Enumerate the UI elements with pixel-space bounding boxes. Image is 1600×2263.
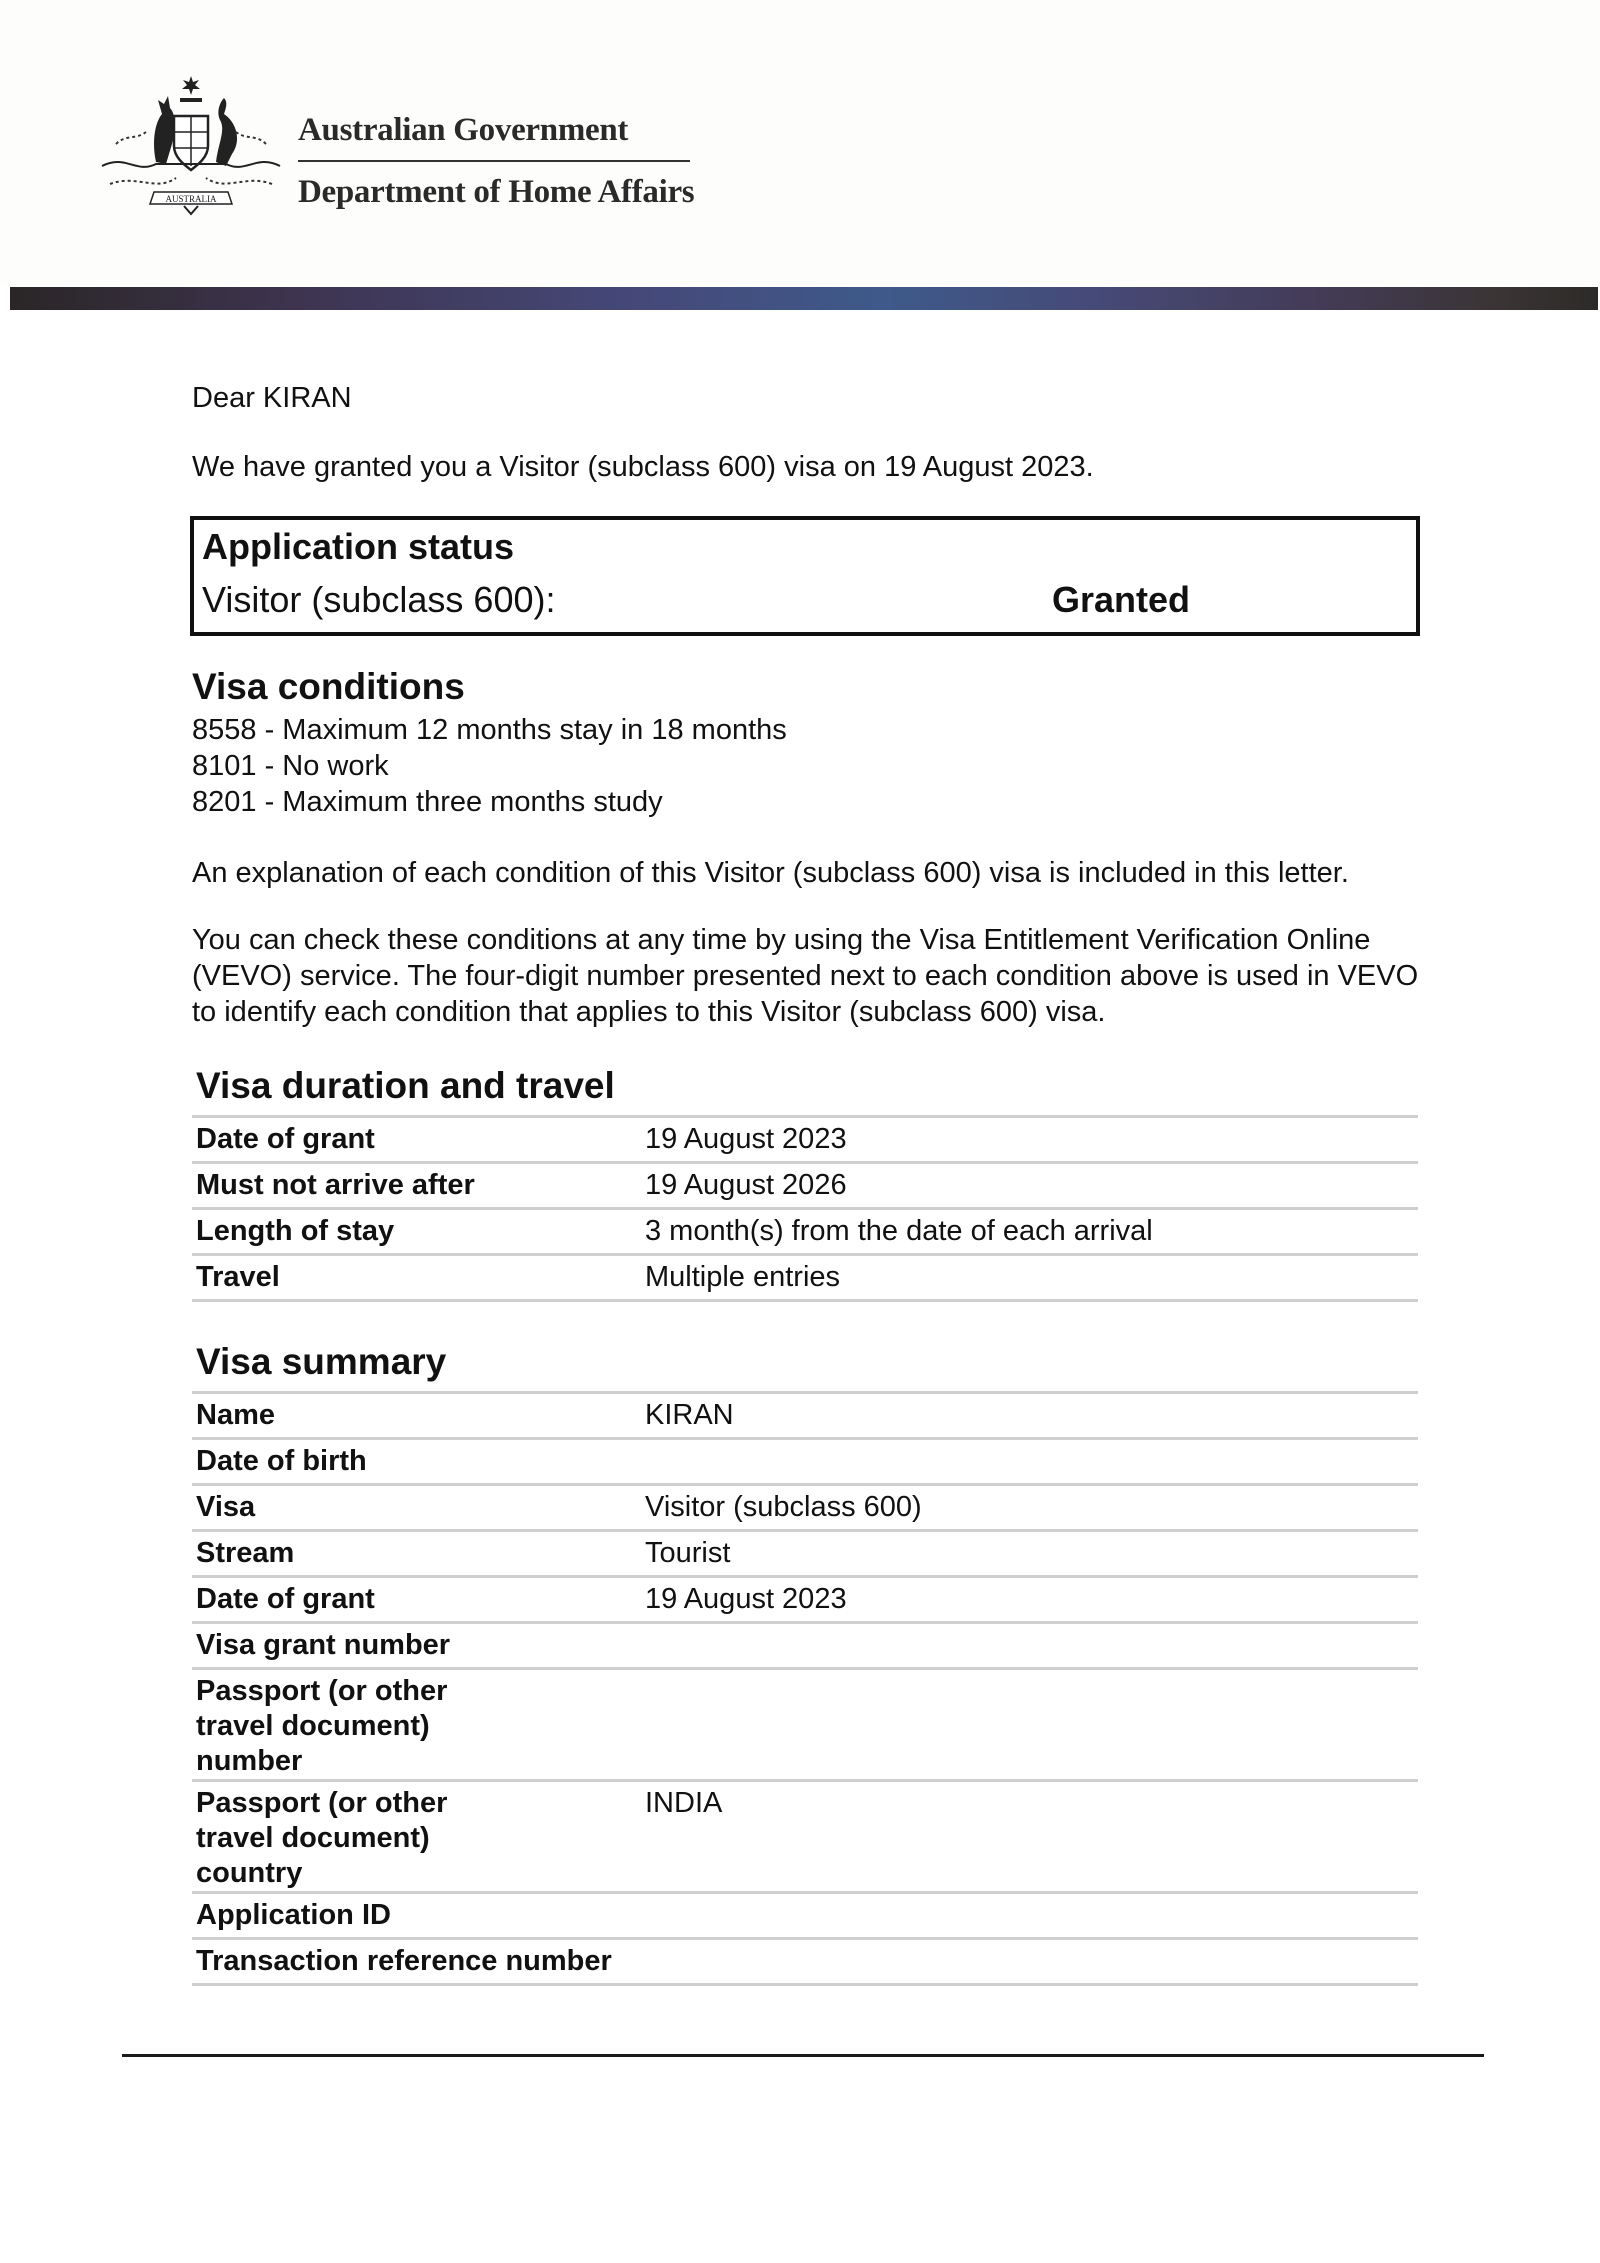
visa-status-label: Visitor (subclass 600): <box>202 579 556 620</box>
row-value: INDIA <box>645 1787 723 1819</box>
row-label: Length of stay <box>196 1215 395 1247</box>
department-title: Department of Home Affairs <box>298 174 695 210</box>
table-row <box>192 1532 1418 1578</box>
row-label: Visa <box>196 1491 256 1523</box>
row-label: Passport (or other travel document) country <box>196 1787 448 1889</box>
visa-duration-table <box>192 1115 1418 1302</box>
table-row <box>192 1894 1418 1940</box>
row-value <box>645 1940 1418 1944</box>
row-label: Date of grant <box>196 1123 375 1155</box>
row-value <box>645 1624 1418 1628</box>
row-value: Visitor (subclass 600) <box>645 1491 922 1523</box>
header-divider <box>298 160 690 162</box>
government-title: Australian Government <box>298 112 629 148</box>
application-status-title: Application status <box>202 526 515 567</box>
row-value: 19 August 2023 <box>645 1123 847 1155</box>
row-value: KIRAN <box>645 1399 734 1431</box>
row-label: Must not arrive after <box>196 1169 475 1201</box>
table-row <box>192 1118 1418 1164</box>
table-row <box>192 1782 1418 1894</box>
row-value: Multiple entries <box>645 1261 841 1293</box>
vevo-note: You can check these conditions at any time by using the Visa Entitlement Verification Online (VEVO) service. The four-digit number presented next to each condition above is used in VEVO to identify each condition that applies to this Visitor (subclass 600) visa. <box>192 924 1419 1028</box>
row-value: Tourist <box>645 1537 731 1569</box>
row-label: Passport (or other travel document) number <box>196 1675 448 1777</box>
conditions-explanation: An explanation of each condition of this Visitor (subclass 600) visa is included in this letter. <box>192 857 1349 889</box>
svg-text:AUSTRALIA: AUSTRALIA <box>165 194 217 204</box>
table-row <box>192 1578 1418 1624</box>
table-row <box>192 1440 1418 1486</box>
australian-coat-of-arms-icon <box>96 74 286 216</box>
table-row <box>192 1940 1418 1986</box>
visa-summary-table <box>192 1391 1418 1986</box>
table-row <box>192 1394 1418 1440</box>
header-banner-stripe <box>10 287 1598 310</box>
footer-divider <box>122 2054 1484 2057</box>
row-label: Date of grant <box>196 1583 375 1615</box>
row-label: Name <box>196 1399 275 1431</box>
visa-conditions-heading: Visa conditions <box>192 666 465 707</box>
row-value <box>645 1894 1418 1898</box>
application-status-box <box>190 516 1420 636</box>
table-row <box>192 1256 1418 1302</box>
row-label: Application ID <box>196 1899 391 1931</box>
row-value <box>645 1440 1418 1444</box>
row-label: Transaction reference number <box>196 1945 612 1977</box>
table-row <box>192 1210 1418 1256</box>
table-row <box>192 1164 1418 1210</box>
row-label: Visa grant number <box>196 1629 451 1661</box>
table-row <box>192 1624 1418 1670</box>
row-value <box>645 1670 1418 1674</box>
letterhead <box>0 0 1600 285</box>
grant-intro: We have granted you a Visitor (subclass 600) visa on 19 August 2023. <box>192 451 1094 483</box>
visa-conditions-list <box>192 712 787 820</box>
table-row <box>192 1486 1418 1532</box>
row-label: Travel <box>196 1261 280 1293</box>
row-label: Date of birth <box>196 1445 367 1477</box>
status-badge: Granted <box>1052 579 1191 620</box>
condition-item: 8201 - Maximum three months study <box>192 786 663 818</box>
row-value: 3 month(s) from the date of each arrival <box>645 1215 1153 1247</box>
visa-duration-heading: Visa duration and travel <box>196 1065 615 1106</box>
visa-summary-heading: Visa summary <box>196 1341 447 1382</box>
row-value: 19 August 2023 <box>645 1583 847 1615</box>
table-row <box>192 1670 1418 1782</box>
row-label: Stream <box>196 1537 295 1569</box>
row-value: 19 August 2026 <box>645 1169 847 1201</box>
greeting: Dear KIRAN <box>192 382 352 414</box>
condition-item: 8558 - Maximum 12 months stay in 18 months <box>192 714 787 746</box>
condition-item: 8101 - No work <box>192 750 389 782</box>
